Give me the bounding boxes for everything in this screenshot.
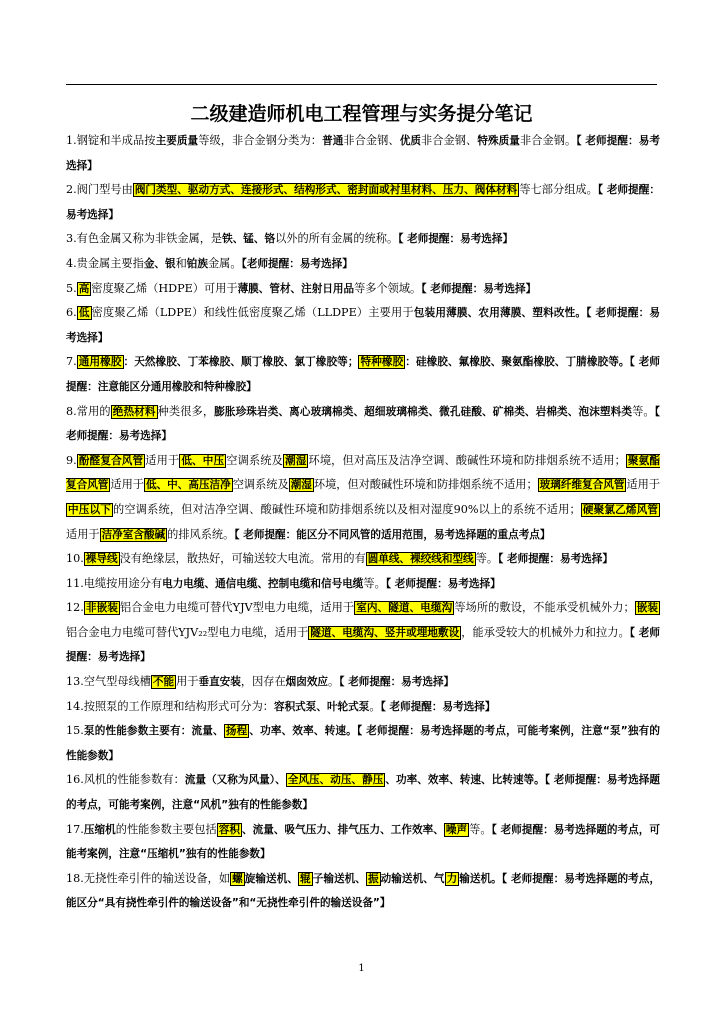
highlighted-term: 绝热材料 xyxy=(112,405,156,418)
note-text: 12. xyxy=(66,601,84,615)
note-item xyxy=(66,178,660,227)
note-text: 适用于 xyxy=(145,453,180,467)
note-text: 等。 xyxy=(632,404,655,418)
note-text: 17. xyxy=(66,822,84,836)
note-text: 密度聚乙烯（LDPE）和线性低密度聚乙烯（LLDPE）主要用于 xyxy=(91,306,414,320)
note-item xyxy=(66,301,660,350)
bold-text: 普通 xyxy=(322,135,344,147)
note-text: 3.有色金属又称为非铁金属，是 xyxy=(66,232,223,246)
highlighted-term: 力 xyxy=(446,872,458,885)
bold-text: 电力电缆、通信电缆、控制电缆和信号电缆 xyxy=(162,577,364,590)
bold-text: 【 老师提醒：能区分不同风管的适用范围，易考选择题的重点考点】 xyxy=(234,528,551,541)
bold-text: 输送机。 xyxy=(459,872,502,885)
note-text: 18.无挠性牵引件的输送设备，如 xyxy=(66,871,231,885)
note-text: 非合金钢、 xyxy=(343,134,400,147)
note-item xyxy=(66,867,660,916)
highlighted-term: 酚醛复合风管 xyxy=(78,454,144,467)
bold-text: 【 老师提醒：易考选择】 xyxy=(66,626,660,664)
note-text: 空调系统及 xyxy=(226,453,283,467)
bold-text: 【 老师提醒：易考选择】 xyxy=(66,135,660,172)
header-rule xyxy=(66,84,657,85)
note-text: 等。 xyxy=(475,552,499,566)
note-text: 适用于 xyxy=(110,478,144,492)
note-text: 的排风系统。 xyxy=(167,527,235,541)
note-text: 没有绝缘层，散热好，可输送较大电流。常用的有 xyxy=(119,552,366,566)
bold-text: 流量（又称为风量）、 xyxy=(184,774,286,787)
note-text: 的空调系统，但对洁净空调、酸碱性环境和防排烟系统以及相对湿度90%以上的系统不适用； xyxy=(113,502,581,516)
highlighted-term: 潮湿 xyxy=(290,479,312,492)
bold-text: 【 老师提醒：易考选择】 xyxy=(380,700,496,713)
bold-text: 【 老师提醒：易考选择】 xyxy=(498,553,613,566)
bold-text: 【 老师提醒：易考选择题的考点，可能考案例，注意“风机”独有的性能参数】 xyxy=(66,774,661,812)
note-text: 适用于 xyxy=(626,478,661,492)
note-text: 11.电缆按用途分有 xyxy=(66,576,163,590)
highlighted-term: 玻璃纤维复合风管 xyxy=(539,479,625,492)
note-text: 金属。 xyxy=(207,256,242,270)
note-text: 空调系统及 xyxy=(232,478,289,492)
note-text: 密度聚乙烯（HDPE）可用于 xyxy=(91,281,238,295)
bold-text: 【 老师提醒：注意能区分通用橡胶和特种橡胶】 xyxy=(66,356,661,393)
highlighted-term: 硬聚氯乙烯风管 xyxy=(582,503,659,516)
note-text: 。 xyxy=(328,675,340,689)
note-text: ，能承受较大的机械外力和拉力。 xyxy=(461,625,630,639)
highlighted-term: 非嵌装 xyxy=(85,602,118,615)
note-text: 等七部分组成。 xyxy=(519,183,598,197)
note-text: 以外的所有金属的统称。 xyxy=(275,232,399,246)
highlighted-term: 螺 xyxy=(232,872,243,885)
highlighted-term: 不能 xyxy=(152,676,175,689)
note-text: 铝合金电力电缆可替代YJV型电力电缆，适用于 xyxy=(119,601,355,615)
highlighted-term: 洁净室含酸碱 xyxy=(101,528,166,541)
bold-text: 特殊质量 xyxy=(477,135,520,147)
bold-text: 【 老师提醒：易考选择题的考点，可能考案例，注意“压缩机”独有的性能参数】 xyxy=(66,823,661,861)
note-text: 。 xyxy=(369,699,381,713)
highlighted-term: 圆单线、裸绞线和型线 xyxy=(367,553,474,566)
bold-text: 、功率、效率、转速。 xyxy=(249,725,357,738)
note-text: 的性能参数主要包括 xyxy=(115,822,217,836)
note-text: 等多个领域。 xyxy=(354,281,422,295)
note-item xyxy=(66,695,660,720)
bold-text: 压缩机 xyxy=(83,823,116,836)
bold-text: 优质 xyxy=(399,135,422,147)
bold-text: 膨胀珍珠岩类、离心玻璃棉类、超细玻璃棉类、微孔硅酸、矿棉类、岩棉类、泡沫塑料类 xyxy=(214,405,633,418)
note-text: 非合金钢、 xyxy=(421,134,478,147)
bold-text: 【 老师提醒：易考选择】 xyxy=(66,184,660,221)
bold-text: 【 老师提醒：易考选择】 xyxy=(421,282,537,295)
note-text: 适用于 xyxy=(66,527,100,541)
highlighted-term: 低、中、高压洁净 xyxy=(145,479,231,492)
bold-text: 【 老师提醒：易考选择】 xyxy=(339,676,455,689)
bold-text: 子输送机、 xyxy=(312,872,366,885)
bold-text: ：天然橡胶、丁苯橡胶、顺丁橡胶、氯丁橡胶等； xyxy=(123,356,359,369)
highlighted-term: 隧道、电缆沟、竖井或埋地敷设 xyxy=(310,626,460,639)
note-item xyxy=(66,277,660,302)
note-text: 15. xyxy=(66,724,84,738)
highlighted-term: 扬程 xyxy=(225,725,248,738)
note-text: 环境，但对酸碱性环境和防排烟系统不适用； xyxy=(313,478,538,492)
bold-text: 动输送机、气 xyxy=(380,872,445,885)
bold-text: 【 老师提醒：易考选择题的考点，可能考案例，注意“泵”独有的性能参数】 xyxy=(66,725,661,762)
highlighted-term: 通用橡胶 xyxy=(78,356,122,369)
bold-text: 【 老师提醒：易考选择】 xyxy=(398,233,514,246)
highlighted-term: 中压以下 xyxy=(68,503,112,516)
highlighted-term: 嵌装 xyxy=(636,602,659,615)
bold-text: 烟囱效应 xyxy=(285,676,329,689)
note-item xyxy=(66,400,660,449)
highlighted-term: 室内、隧道、电缆沟 xyxy=(356,602,453,615)
note-item xyxy=(66,596,660,670)
note-item xyxy=(66,227,660,252)
note-text: 等场所的敷设，不能承受机械外力； xyxy=(454,601,635,615)
bold-text: 、功率、效率、转速、比转速等。 xyxy=(385,774,545,787)
note-text: ，因存在 xyxy=(240,675,286,689)
note-item xyxy=(66,670,660,695)
bold-text: 【 老师提醒：易考选择】 xyxy=(66,405,660,443)
highlighted-term: 低、中压 xyxy=(181,454,225,467)
highlighted-term: 辊 xyxy=(300,872,311,885)
note-item xyxy=(66,818,660,867)
bold-text: 容积式泵、叶轮式泵 xyxy=(273,700,370,713)
bold-text: 主要质量 xyxy=(155,135,199,147)
note-item xyxy=(66,449,660,547)
highlighted-term: 聚氨酯复合风管 xyxy=(66,454,660,492)
notes-body xyxy=(66,129,660,916)
note-text: 9. xyxy=(66,453,77,467)
bold-text: ：硅橡胶、氟橡胶、聚氨酯橡胶、丁腈橡胶等。 xyxy=(405,356,630,369)
bold-text: 包装用薄膜、农用薄膜、塑料改性。 xyxy=(413,307,587,320)
bold-text: 泵的性能参数主要有：流量、 xyxy=(83,725,224,738)
bold-text: 金、银 xyxy=(143,257,176,270)
highlighted-term: 噪声 xyxy=(445,823,468,836)
note-item xyxy=(66,719,660,768)
note-text: 环境，但对高压及洁净空调、酸碱性环境和防排烟系统不适用； xyxy=(308,453,626,467)
note-item xyxy=(66,768,660,817)
note-text: 7. xyxy=(66,355,77,369)
document-title: 二级建造师机电工程管理与实务提分笔记 xyxy=(190,103,533,125)
bold-text: 【 老师提醒：易考选择】 xyxy=(385,577,501,590)
note-text: 4.贵金属主要指 xyxy=(66,256,144,270)
note-text: 用于 xyxy=(176,675,199,689)
note-text: 1.钢锭和半成品按 xyxy=(66,134,156,147)
note-text: 6. xyxy=(66,306,77,320)
bold-text: 、流量、吸气压力、排气压力、工作效率、 xyxy=(241,823,444,836)
bold-text: 【老师提醒：易考选择】 xyxy=(241,257,353,270)
bold-text: 薄膜、管材、注射日用品 xyxy=(237,282,355,295)
bold-text: 垂直安装 xyxy=(198,676,241,689)
highlighted-term: 振 xyxy=(367,872,379,885)
note-item xyxy=(66,252,660,277)
note-text: 2.阀门型号由 xyxy=(66,183,133,197)
bold-text: 铁、锰、铬 xyxy=(222,233,276,246)
note-text: 13.空气型母线槽 xyxy=(66,675,151,689)
note-text: 等。 xyxy=(469,822,492,836)
bold-text: 【 老师提醒：易考选择】 xyxy=(66,307,661,344)
page-number: 1 xyxy=(358,963,365,974)
note-text: 铝合金电力电缆可替代YJV₂₂型电力电缆，适用于 xyxy=(66,625,309,639)
highlighted-term: 容积 xyxy=(218,823,240,836)
note-text: 非合金钢。 xyxy=(519,134,577,147)
note-item xyxy=(66,547,660,572)
highlighted-term: 潮湿 xyxy=(284,454,307,467)
note-text: 等。 xyxy=(363,576,386,590)
note-item xyxy=(66,572,660,597)
note-item xyxy=(66,129,660,178)
note-text: 14.按照泵的工作原理和结构形式可分为： xyxy=(66,699,274,713)
bold-text: 【 老师提醒：易考选择题的考点，能区分“具有挠性牵引件的输送设备”和“无挠性牵引件的输送设备”】 xyxy=(66,872,661,910)
note-item xyxy=(66,350,660,399)
note-text: 种类很多， xyxy=(157,404,215,418)
bold-text: 铂族 xyxy=(186,257,208,270)
note-text: 和 xyxy=(175,256,187,270)
note-text: 5. xyxy=(66,281,77,295)
highlighted-term: 阀门类型、驱动方式、连接形式、结构形式、密封面或衬里材料、压力、阀体材料 xyxy=(134,184,518,197)
note-text: 10. xyxy=(66,552,84,566)
highlighted-term: 全风压、动压、静压 xyxy=(287,774,384,787)
note-text: 16.风机的性能参数有： xyxy=(66,773,185,787)
highlighted-term: 高 xyxy=(78,282,90,295)
bold-text: 旋输送机、 xyxy=(244,872,299,885)
note-text: 等级，非合金钢分类为： xyxy=(198,134,323,147)
highlighted-term: 特种橡胶 xyxy=(360,356,404,369)
highlighted-term: 低 xyxy=(78,307,90,320)
note-text: 8.常用的 xyxy=(66,404,111,418)
highlighted-term: 裸导线 xyxy=(85,553,118,566)
